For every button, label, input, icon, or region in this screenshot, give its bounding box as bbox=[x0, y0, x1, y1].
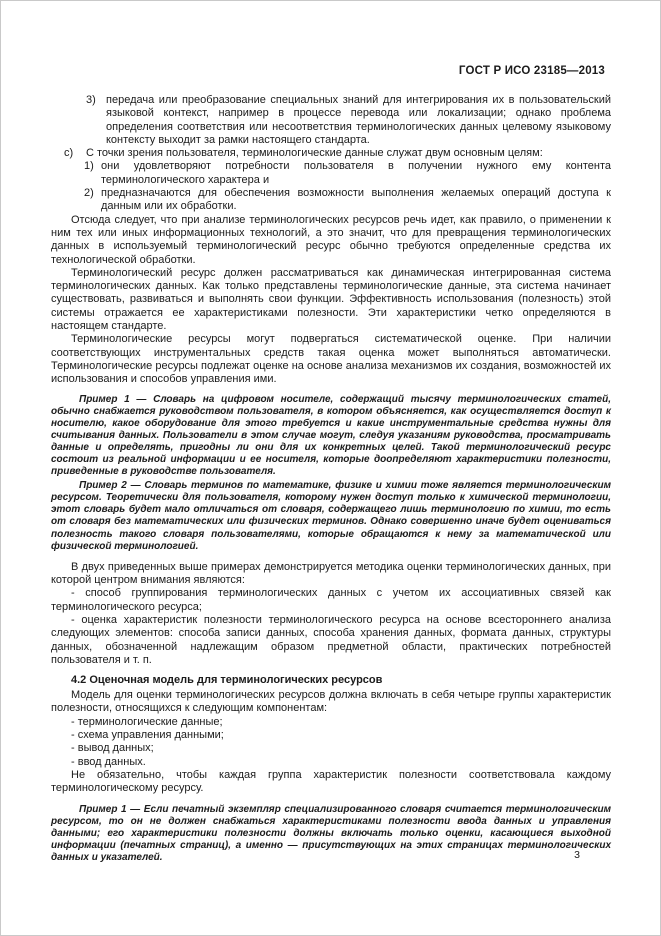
list-marker: 3) bbox=[86, 94, 96, 106]
list-item-c bbox=[51, 147, 611, 160]
page-content bbox=[51, 65, 611, 864]
dash-item-data-output: - вывод данных; bbox=[71, 742, 154, 755]
example-1-digital-dictionary: Пример 1 — Словарь на цифровом носителе, содержащий тысячу терминологических статей, обычно снабжается руководством пользователя, в котором объясняется, как осуществляется доступ к носителю, какое оборудование для этого требуется и какие инструментальные средства нужны для считывания данных. Пользователи в этом случае могут, следуя указаниям руководства, просматривать данные и определять, пригодны ли они для их конкретных целей. Такой терминологический ресурс состоит из реальной информации и ее носителя, которые доопределяют характеристики полезности, приведенные в руководстве пользователя. bbox=[51, 393, 611, 478]
running-header: ГОСТ Р ИСО 23185—2013 bbox=[458, 65, 605, 77]
paragraph-evaluation-model: Модель для оценки терминологических ресурсов должна включать в себя четыре группы характеристик полезности, относящихся к следующим компонентам: bbox=[51, 689, 611, 715]
paragraph-two-examples: В двух приведенных выше примерах демонстрируется методика оценки терминологических данных, при которой центром внимания являются: bbox=[51, 560, 611, 587]
list-marker: с) bbox=[64, 147, 74, 160]
list-item-text: передача или преобразование специальных знаний для интегрирования их в пользовательский языковой контекст, например в процессе перевода или локализации; однако проблема определения соответствия или несоответствия терминологических данных целевому языковому контексту выходит за рамки настоящего стандарта. bbox=[106, 94, 611, 146]
paragraph-dynamic-system: Терминологический ресурс должен рассматриваться как динамическая интегрированная система терминологических данных. Как только представлены терминологические данные, эта система начинает существовать, развиваться и выполнять свои функции. Эффективность использования (полезность) этой системы отражается ее характеристиками полезности. Эти характеристики четко определяются в настоящем стандарте. bbox=[51, 266, 611, 333]
dash-item-data-management-schema: - схема управления данными; bbox=[71, 729, 224, 742]
dash-item-data-input: - ввод данных. bbox=[71, 755, 146, 768]
paragraph-systematic-evaluation: Терминологические ресурсы могут подвергаться систематической оценке. При наличии соответствующих инструментальных средств такая оценка может выполняться автоматически. Терминологические ресурсы подлежат оценке на основе анализа механизмов их создания, возможностей их использования и способов управления ими. bbox=[51, 333, 611, 386]
page-number: 3 bbox=[574, 849, 580, 861]
paragraph-not-mandatory: Не обязательно, чтобы каждая группа характеристик полезности соответствовала каждому терминологическому ресурсу. bbox=[51, 768, 611, 795]
list-marker: 2) bbox=[84, 187, 94, 200]
list-marker: 1) bbox=[84, 160, 94, 173]
section-heading-4-2: 4.2 Оценочная модель для терминологических ресурсов bbox=[71, 674, 383, 687]
paragraph-terminology-analysis: Отсюда следует, что при анализе терминологических ресурсов речь идет, как правило, о применении к ним тех или иных информационных технологий, а это значит, что для превращения терминологических данных в используемый терминологический ресурс обычно требуются определенные средства их технологической обработки. bbox=[51, 213, 611, 266]
example-2-math-dictionary: Пример 2 — Словарь терминов по математике, физике и химии тоже является терминологическим ресурсом. Теоретически для пользователя, которому нужен доступ только к химической терминологии, этот словарь будет мало отличаться от словаря, содержащего лишь терминологию по химии, то есть от словаря без математических или физических терминов. Однако совершенно иначе будет оцениваться полезность такого словаря пользователями, которые обращаются к нему за математической или физической терминологией. bbox=[51, 480, 611, 552]
list-item-2 bbox=[51, 187, 611, 214]
example-1-printed-dictionary: Пример 1 — Если печатный экземпляр специализированного словаря считается терминологическим ресурсом, то он не должен снабжаться характеристиками полезности ввода данных и управления данными; его характеристики полезности должны включать только оценки, касающиеся выходной информации (печатных страниц), а именно — присутствующих на этих страницах терминологических данных и указателей. bbox=[51, 803, 611, 863]
dash-item-usefulness-evaluation: - оценка характеристик полезности терминологического ресурса на основе всестороннего анализа следующих элементов: способа записи данных, способа хранения данных, формата данных, структуры данных, обозначенной надлежащим образом предметной области, практических потребностей пользователя и т. п. bbox=[51, 613, 611, 666]
list-item-3 bbox=[51, 94, 611, 147]
list-item-text: они удовлетворяют потребности пользователя в получении нужного ему контента терминологического характера и bbox=[101, 160, 611, 186]
dash-item-grouping: - способ группирования терминологических данных с учетом их ассоциативных связей как терминологического ресурса; bbox=[51, 587, 611, 613]
list-item-text: С точки зрения пользователя, терминологические данные служат двум основным целям: bbox=[86, 147, 543, 160]
list-item-1 bbox=[51, 160, 611, 187]
dash-item-terminological-data: - терминологические данные; bbox=[71, 715, 223, 728]
list-item-text: предназначаются для обеспечения возможности выполнения желаемых операций доступа к данным или их обработки. bbox=[101, 187, 611, 213]
